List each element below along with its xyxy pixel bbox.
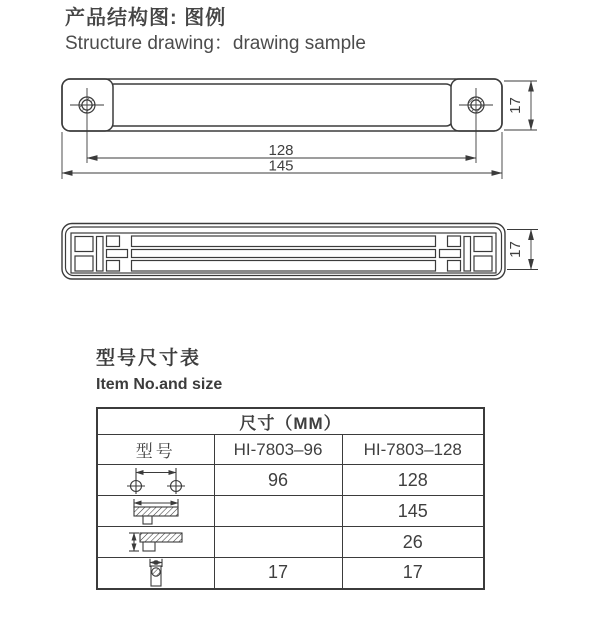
overall-length-icon-cell [97, 496, 214, 527]
width-icon-cell [97, 558, 214, 589]
table-header-cell: 尺寸（MM） [97, 408, 484, 435]
table-row-depth [97, 527, 484, 558]
handle-bar [107, 84, 453, 126]
overall-length-icon [131, 498, 181, 525]
size-heading-zh: 型号尺寸表 [96, 348, 202, 369]
depth-icon-cell [97, 527, 214, 558]
depth-96 [214, 527, 342, 558]
hole-distance-icon [123, 466, 189, 495]
width-128: 17 [342, 558, 484, 589]
dim-overall-length: 145 [268, 157, 294, 175]
width-icon [140, 558, 172, 587]
width-96: 17 [214, 558, 342, 589]
page-title-zh: 产品结构图: 图例 [65, 7, 227, 29]
size-table [96, 407, 485, 590]
model-row [97, 435, 484, 465]
depth-128: 26 [342, 527, 484, 558]
hole-distance-icon-cell [97, 465, 214, 496]
model-128-cell: HI-7803–128 [342, 435, 484, 465]
hole-distance-96: 96 [214, 465, 342, 496]
page-title-en: Structure drawing：drawing sample [65, 33, 366, 54]
dim-height-front-view: 17 [507, 241, 524, 258]
model-96-cell: HI-7803–96 [214, 435, 342, 465]
size-heading-en: Item No.and size [96, 376, 223, 393]
dim-height-top-view: 17 [507, 97, 524, 114]
top-view [62, 79, 537, 179]
overall-length-96 [214, 496, 342, 527]
dim-hole-distance: 128 [268, 142, 294, 159]
model-label-cell: 型号 [97, 435, 214, 465]
overall-length-128: 145 [342, 496, 484, 527]
depth-icon [127, 531, 185, 553]
table-row-width [97, 558, 484, 589]
hole-distance-128: 128 [342, 465, 484, 496]
table-header-row [97, 408, 484, 435]
table-row-hole-distance [97, 465, 484, 496]
front-view [62, 224, 538, 280]
table-row-overall-length [97, 496, 484, 527]
size-section-heading [96, 347, 222, 396]
